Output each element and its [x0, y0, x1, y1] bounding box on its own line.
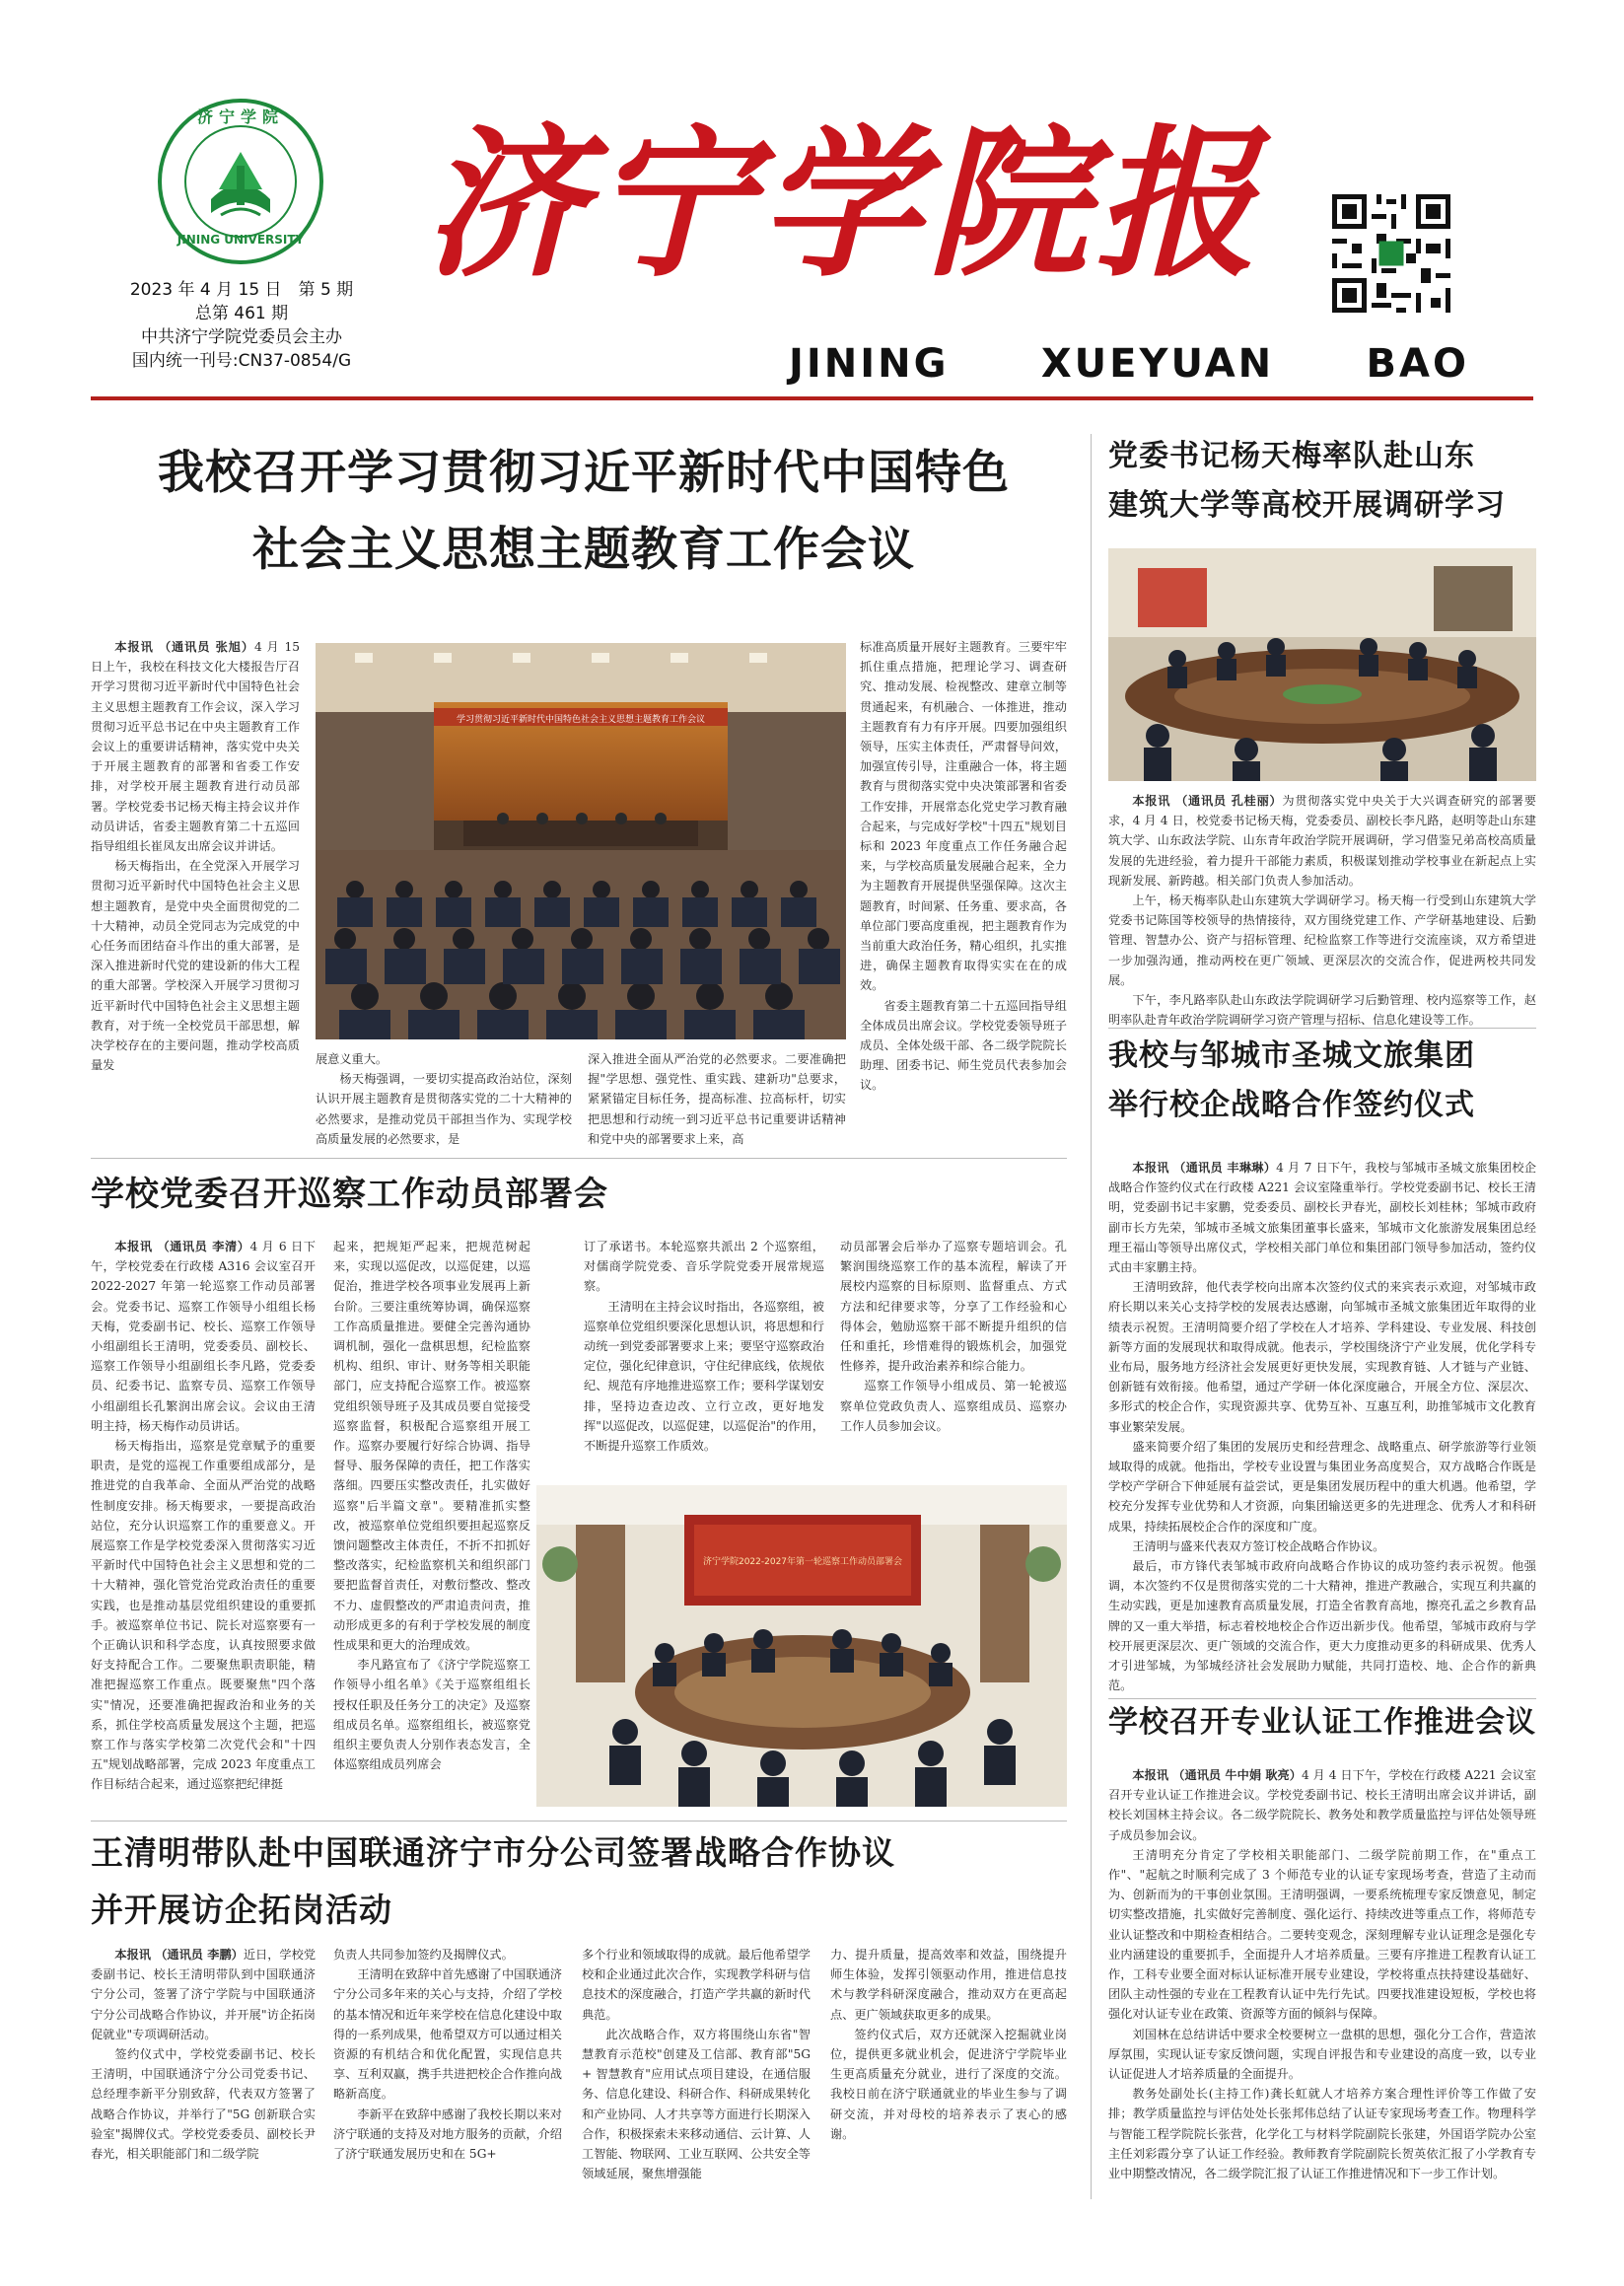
right1-p3: 下午，李凡路率队赴山东政法学院调研学习后勤管理、校内巡察等工作，赵明率队赴青年政治学院调研学习资产管理与招标、信息化建设等工作。	[1108, 993, 1536, 1028]
right3-p4: 教务处副处长(主持工作)龚长虹就人才培养方案合理性评价等工作做了安排；教学质量监控与评估处处长张邦伟总结了认证专家现场考查工作。物理科学与智能工程学院院长张营，化学化工与材料学院副院长张建，外国语学院办公室主任刘彩霞分享了认证工作经验。教师教育学院副院长贺英依汇报了小学教育专业中期整改情况，各二级学院汇报了认证工作推进情况和下一步工作计划。	[1108, 2087, 1536, 2181]
right1-body	[1108, 791, 1536, 1028]
lead-byline: 本报讯 （通讯员 张旭）	[114, 640, 254, 654]
unicom-headline-line2: 并开展访企拓岗活动	[91, 1891, 392, 1929]
unicom-headline-line1: 王清明带队赴中国联通济宁市分公司签署战略合作协议	[91, 1833, 895, 1872]
lead-photo-banner: 学习贯彻习近平新时代中国特色社会主义思想主题教育工作会议	[456, 715, 706, 725]
right1-headline	[1108, 432, 1542, 531]
unicom-col1	[91, 1945, 316, 2193]
lead-col1	[91, 637, 300, 1150]
inspection-col4	[840, 1237, 1067, 1469]
inspection-headline: 学校党委召开巡察工作动员部署会	[91, 1175, 608, 1214]
issue-total: 总第 461 期	[194, 304, 289, 323]
right2-headline	[1108, 1032, 1542, 1130]
newspaper-title: 济宁学院报	[424, 108, 1263, 299]
lead-p2: 杨天梅指出，在全党深入开展学习贯彻习近平新时代中国特色社会主义思想主题教育，是党中央全面贯彻党的二十大精神，动员全党同志为完成党的中心任务而团结奋斗作出的重大部署，是深入推进新时代党的建设新的伟大工程的重大部署。学校深入开展学习贯彻习近平新时代中国特色社会主义思想主题教育，对于统一全校党员干部思想，解决学校存在的主要问题，推动学校高质量发	[91, 859, 300, 1073]
right1-headline-line2: 建筑大学等高校开展调研学习	[1108, 488, 1506, 523]
right3-byline: 本报讯 （通讯员 牛中娟 耿亮）	[1132, 1768, 1302, 1782]
masthead-pinyin	[789, 341, 1469, 387]
lead-col3	[588, 1049, 846, 1150]
lead-headline	[91, 442, 1077, 582]
meeting-photo-banner: 济宁学院2022-2027年第一轮巡察工作动员部署会	[702, 1557, 903, 1567]
unicom-c2-p3: 李新平在致辞中感谢了我校长期以来对济宁联通的支持及对地方服务的贡献，介绍了济宁联通发展历史和在 5G+	[333, 2107, 562, 2162]
pinyin-bao: BAO	[1366, 341, 1469, 387]
unicom-c4-p2: 签约仪式后，双方还就深入挖掘就业岗位，提供更多就业机会，促进济宁学院毕业生更高质量充分就业，进行了深度的交流。我校日前在济宁联通就业的毕业生参与了调研交流，并对母校的培养表示了衷心的感谢。	[830, 2027, 1067, 2141]
right2-body	[1108, 1158, 1536, 1696]
inspection-p2: 杨天梅指出，巡察是党章赋予的重要职责，是党的巡视工作重要组成部分，是推进党的自我革命、全面从严治党的战略性制度安排。杨天梅要求，一要提高政治站位，充分认识巡察工作的重要意义。开展巡察工作是学校党委深入贯彻落实习近平新时代中国特色社会主义思想和党的二十大精神，强化管党治党政治责任的重要实践，也是推动基层党组织建设的重要抓手。被巡察单位书记、院长对巡察要有一个正确认识和科学态度，认真按照要求做好支持配合工作。二要聚焦职责职能，精准把握巡察工作重点。既要聚焦"四个落实"情况，还要准确把握政治和业务的关系，抓住学校高质量发展这个主题，把巡察工作与落实学校第二次党代会和"十四五"规划战略部署，完成 2023 年度重点工作目标结合起来，通过巡察把纪律挺	[91, 1439, 316, 1792]
unicom-p2: 签约仪式中，学校党委副书记、校长王清明，中国联通济宁分公司党委书记、总经理李新平分别致辞，代表双方签署了战略合作协议，并举行了"5G 创新联合实验室"揭牌仪式。学校党委委员、副校长尹春光，相关职能部门和二级学院	[91, 2047, 316, 2162]
lead-col2	[316, 1049, 572, 1150]
right1-p2: 上午，杨天梅率队赴山东建筑大学调研学习。杨天梅一行受到山东建筑大学党委书记陈国等校领导的热情接待，双方围绕党建工作、产学研基地建设、后勤管理、智慧办公、资产与招标管理、纪检监察工作等进行交流座谈，双方希望进一步加强沟通，推动两校在更广领域、更深层次的交流合作，促进两校共同发展。	[1108, 893, 1536, 987]
inspection-c2-p2: 李凡路宣布了《济宁学院巡察工作领导小组名单》《关于巡察组组长授权任职及任务分工的决定》及巡察组成员名单。巡察组组长，被巡察党组织主要负责人分别作表态发言，全体巡察组成员列席会	[333, 1658, 530, 1772]
inspection-bottom-rule	[91, 1821, 1067, 1822]
right1-p1: 为贯彻落实党中央关于大兴调查研究的部署要求，4 月 4 日，校党委书记杨天梅，党委委员、副校长李凡路，赵明等赴山东建筑大学、山东政法学院、山东青年政治学院开展调研，学习借鉴兄弟高校高质量发展的先进经验，着力提升干部能力素质，积极谋划推动学校事业在新起点上实现新发展、新跨越。相关部门负责人参加活动。	[1108, 794, 1536, 888]
lead-p1: 4 月 15 日上午，我校在科技文化大楼报告厅召开学习贯彻习近平新时代中国特色社会主义思想主题教育工作会议，深入学习贯彻习近平总书记在中央主题教育工作会议上的重要讲话精神，落实党中央关于开展主题教育的部署和省委工作安排，对学校开展主题教育进行动员部署。学校党委书记杨天梅主持会议并作动员讲话，省委主题教育第二十五巡回指导组组长崔凤友出席会议并讲话。	[91, 640, 300, 854]
inspection-byline: 本报讯 （通讯员 李清）	[114, 1240, 250, 1253]
inspection-photo	[536, 1485, 1067, 1807]
inspection-c4-p2: 巡察工作领导小组成员、第一轮被巡察单位党政负责人、巡察组成员、巡察办工作人员参加会议。	[840, 1379, 1067, 1433]
logo-text-top: 济宁学院	[196, 107, 284, 126]
inspection-col2	[333, 1237, 530, 1807]
right1-headline-line1: 党委书记杨天梅率队赴山东	[1108, 439, 1475, 473]
lead-c2-p1: 展意义重大。	[316, 1052, 388, 1066]
lead-c2-p2: 杨天梅强调，一要切实提高政治站位，深刻认识开展主题教育是贯彻落实党的二十大精神的必然要求，是推动党员干部担当作为、实现学校高质量发展的必然要求，是	[316, 1072, 572, 1146]
right2-p2: 王清明致辞，他代表学校向出席本次签约仪式的来宾表示欢迎，对邹城市政府长期以来关心支持学校的发展表达感谢，向邹城市圣城文旅集团近年取得的业绩表示祝贺。王清明简要介绍了学校在人才培养、学科建设、专业发展、科技创新等方面的发展现状和取得成就。他表示，学校围绕济宁产业发展，优化学科专业布局，服务地方经济社会发展更好更快发展，实现教育链、人才链与产业链、创新链有效衔接。他希望，通过产学研一体化深度融合，开展全方位、深层次、多形式的校企合作，实现资源共享、优势互补、互惠互利，助推邹城市文化教育事业繁荣发展。	[1108, 1280, 1536, 1434]
unicom-col4	[830, 1945, 1067, 2193]
right2-p1: 4 月 7 日下午，我校与邹城市圣城文旅集团校企战略合作签约仪式在行政楼 A221 会议室隆重举行。学校党委副书记、校长王清明，党委副书记丰家鹏，党委委员、副校长尹春光，副校长刘桂林；邹城市政府副市长方先荣，邹城市圣城文旅集团董事长盛来，邹城市文化旅游发展集团总经理王福山等领导出席仪式，学校相关部门单位和集团部门领导参加活动，签约仪式由丰家鹏主持。	[1108, 1161, 1536, 1275]
unicom-headline	[91, 1826, 1067, 1937]
unicom-col3	[582, 1945, 811, 2193]
lead-col4	[860, 637, 1067, 1150]
masthead-info	[99, 278, 385, 373]
inspection-c4-p1: 动员部署会后举办了巡察专题培训会。孔繁润围绕巡察工作的基本流程，解读了开展校内巡察的目标原则、监督重点、方式方法和纪律要求等，分享了工作经验和心得体会，勉励巡察干部不断提升组织的信任和重托，珍惜难得的锻炼机会，加强党性修养，提升政治素养和综合能力。	[840, 1240, 1067, 1374]
sponsor: 中共济宁学院党委员会主办	[141, 327, 342, 347]
lead-headline-line2: 社会主义思想主题教育工作会议	[252, 523, 915, 577]
right1-photo	[1108, 548, 1536, 781]
unicom-c2-p1: 负责人共同参加签约及揭牌仪式。	[333, 1948, 514, 1962]
right1-byline: 本报讯 （通讯员 孔桂丽）	[1132, 794, 1283, 808]
lead-c4-p1: 标准高质量开展好主题教育。三要牢牢抓住重点措施，把理论学习、调查研究、推动发展、检视整改、建章立制等贯通起来，有机融合、一体推进，推动主题教育有力有序开展。四要加强组织领导，压实主体责任，严肃督导问效，加强宣传引导，注重融合一体，将主题教育与贯彻落实党中央决策部署和省委工作安排，开展常态化党史学习教育融合起来，与完成好学校"十四五"规划目标和 2023 年度重点工作任务融合起来，与学校高质量发展融合起来，全力为主题教育开展提供坚强保障。这次主题教育，时间紧、任务重、要求高，各单位部门要高度重视，把主题教育作为当前重大政治任务，精心组织，扎实推进，确保主题教育取得实实在在的成效。	[860, 640, 1067, 993]
right3-p1: 4 月 4 日下午，学校在行政楼 A221 会议室召开专业认证工作推进会议。学校党委副书记、校长王清明出席会议并讲话，副校长刘国林主持会议。各二级学院院长、教务处和教学质量监控与评估处领导班子成员参加会议。	[1108, 1768, 1536, 1842]
right2-p5: 最后，市方锋代表邹城市政府向战略合作协议的成功签约表示祝贺。他强调，本次签约不仅是贯彻落实党的二十大精神，推进产教融合，实现互利共赢的生动实践，更是加速教育高质量发展，打造全省教育高地，擦亮孔孟之乡教育品牌的又一重大举措，标志着校地校企合作迈出新步伐。他希望，邹城市政府与学校开展更深层次、更广领域的交流合作，更大力度推动更多的科研成果、优秀人才引进邹城，为邹城经济社会发展助力赋能，共同打造校、地、企合作的新典范。	[1108, 1559, 1536, 1693]
right3-p3: 刘国林在总结讲话中要求全校要树立一盘棋的思想，强化分工合作，营造浓厚氛围，实现认证专家反馈问题，实现自评报告和专业建设的高度一致，以专业认证促进人才培养质量的全面提升。	[1108, 2027, 1536, 2082]
right2-headline-line1: 我校与邹城市圣城文旅集团	[1108, 1038, 1475, 1073]
right2-p4: 王清明与盛来代表双方签订校企战略合作协议。	[1132, 1538, 1385, 1553]
pinyin-xueyuan: XUEYUAN	[1040, 341, 1275, 387]
lead-c3-p1: 深入推进全面从严治党的必然要求。二要准确把握"学思想、强党性、重实践、建新功"总要求，紧紧锚定目标任务，提高标准、拉高标杆，切实把思想和行动统一到习近平总书记重要讲话精神和党中央的部署要求上来，高	[588, 1052, 846, 1146]
right3-body	[1108, 1765, 1536, 2199]
right2-headline-line2: 举行校企战略合作签约仪式	[1108, 1088, 1475, 1122]
cn-number: 国内统一刊号:CN37-0854/G	[131, 351, 352, 371]
right2-byline: 本报讯 （通讯员 丰琳琳）	[1132, 1161, 1277, 1175]
inspection-col1	[91, 1237, 316, 1807]
unicom-byline: 本报讯 （通讯员 李鹏）	[114, 1948, 244, 1962]
right3-p2: 王清明充分肯定了学校相关职能部门、二级学院前期工作，在"重点工作"、"起航之时顺利完成了 3 个师范专业的认证专家现场考查，营造了主动而为、创新而为的干事创业氛围。王清明强调，一要系统梳理专家反馈意见，制定切实整改措施，扎实做好完善制度、强化运行、持续改进等重点工作，将师范专业认证整改和中期检查相结合。二要转变观念，深刻理解专业认证理念是强化专业内涵建设的重要抓手，全面提升人才培养质量。三要有序推进工程教育认证工作，工科专业要全面对标认证标准开展专业建设，学校将重点扶持建设基础好、团队主动性强的专业在工程教育认证中先行先试。四要找准建设短板，学校也将强化对认证专业在政策、资源等方面的倾斜与保障。	[1108, 1847, 1536, 2022]
logo-text-bottom: JINING UNIVERSITY	[177, 233, 305, 247]
inspection-p1: 4 月 6 日下午，学校党委在行政楼 A316 会议室召开 2022-2027 年第一轮巡察工作动员部署会。党委书记、巡察工作领导小组组长杨天梅，党委副书记、校长、巡察工作领导小组副组长王清明，党委委员、副校长、巡察工作领导小组副组长李凡路，党委委员、纪委书记、监察专员、巡察工作领导小组副组长孔繁润出席会议。会议由王清明主持，杨天梅作动员讲话。	[91, 1240, 316, 1433]
masthead-rule	[91, 396, 1533, 400]
right-column-divider	[1091, 434, 1092, 2199]
inspection-col3	[584, 1237, 824, 1469]
unicom-c3-p1: 多个行业和领域取得的成就。最后他希望学校和企业通过此次合作，实现教学科研与信息技术的深度融合，打造产学共赢的新时代典范。	[582, 1948, 811, 2022]
right3-headline: 学校召开专业认证工作推进会议	[1108, 1705, 1536, 1740]
unicom-p1: 近日，学校党委副书记、校长王清明带队到中国联通济宁分公司，签署了济宁学院与中国联通济宁分公司战略合作协议，并开展"访企拓岗促就业"专项调研活动。	[91, 1948, 317, 2041]
lead-bottom-rule	[91, 1158, 1067, 1159]
unicom-c4-p1: 力、提升质量，提高效率和效益，围绕提升师生体验，发挥引领驱动作用，推进信息技术与教学科研深度融合，推动双方在更高起点、更广领域获取更多的成果。	[830, 1948, 1067, 2022]
pinyin-jining: JINING	[789, 341, 950, 387]
inspection-c3-p2: 王清明在主持会议时指出，各巡察组，被巡察单位党组织要深化思想认识，将思想和行动统一到党委部署要求上来；要坚守巡察政治定位，强化纪律意识，守住纪律底线，依规依纪、规范有序地推进巡察工作；要科学谋划安排，坚持边查边改、立行立改，更好地发挥"以巡促改，以巡促建，以巡促治"的作用，不断提升巡察工作质效。	[584, 1299, 824, 1454]
unicom-c2-p2: 王清明在致辞中首先感谢了中国联通济宁分公司多年来的关心与支持，介绍了学校的基本情况和近年来学校在信息化建设中取得的一系列成果，他希望双方可以通过相关资源的有机结合和优化配置，实现信息共享、互利双赢，携手共进把校企合作推向战略新高度。	[333, 1967, 562, 2102]
right1-bottom-rule	[1108, 1028, 1536, 1029]
inspection-c2-p1: 起来，把规矩严起来，把规范树起来，实现以巡促改，以巡促建，以巡促治，推进学校各项事业发展再上新台阶。三要注重统筹协调，确保巡察工作高质量推进。要健全完善沟通协调机制，强化一盘棋思想，纪检监察机构、组织、审计、财务等相关职能部门，应支持配合巡察工作。被巡察党组织领导班子及其成员要自觉接受巡察监督，积极配合巡察组开展工作。巡察办要履行好综合协调、指导督导、服务保障的责任，把工作落实落细。四要压实整改责任，扎实做好巡察"后半篇文章"。要精准抓实整改，被巡察单位党组织要担起巡察反馈问题整改主体责任，不折不扣抓好整改落实，纪检监察机关和组织部门要把监督首责任，对敷衍整改、整改不力、虚假整改的严肃追责问责，推动形成更多的有利于学校发展的制度性成果和更大的治理成效。	[333, 1240, 530, 1653]
issue-date: 2023 年 4 月 15 日 第 5 期	[129, 280, 354, 300]
qr-code	[1327, 189, 1455, 318]
lead-c4-p2: 省委主题教育第二十五巡回指导组全体成员出席会议。学校党委领导班子成员、全体处级干部、各二级学院院长助理、团委书记、师生党员代表参加会议。	[860, 998, 1067, 1093]
lead-headline-line1: 我校召开学习贯彻习近平新时代中国特色	[158, 446, 1010, 500]
lead-photo	[316, 643, 846, 1039]
unicom-c3-p2: 此次战略合作，双方将围绕山东省"智慧教育示范校"创建及工信部、教育部"5G+ 智慧教育"应用试点项目建设，在通信服务、信息化建设、科研合作、科研成果转化和产业协同、人才共享等方面进行长期深入合作，积极探索未来移动通信、云计算、人工智能、物联网、工业互联网、公共安全等领域延展，聚焦增强能	[582, 2027, 811, 2181]
masthead	[0, 0, 1624, 414]
right2-p3: 盛来简要介绍了集团的发展历史和经营理念、战略重点、研学旅游等行业领域取得的成就。他指出，学校专业设置与集团业务高度契合，双方战略合作既是学校产学研合下伸延展有益尝试，更是集团发展历程中的重大机遇。他希望，学校充分发挥专业优势和人才资源，向集团输送更多的先进理念、优秀人才和科研成果，持续拓展校企合作的深度和广度。	[1108, 1439, 1536, 1534]
unicom-col2	[333, 1945, 562, 2193]
inspection-c3-p1: 订了承诺书。本轮巡察共派出 2 个巡察组，对儒商学院党委、音乐学院党委开展常规巡察。	[584, 1240, 824, 1294]
